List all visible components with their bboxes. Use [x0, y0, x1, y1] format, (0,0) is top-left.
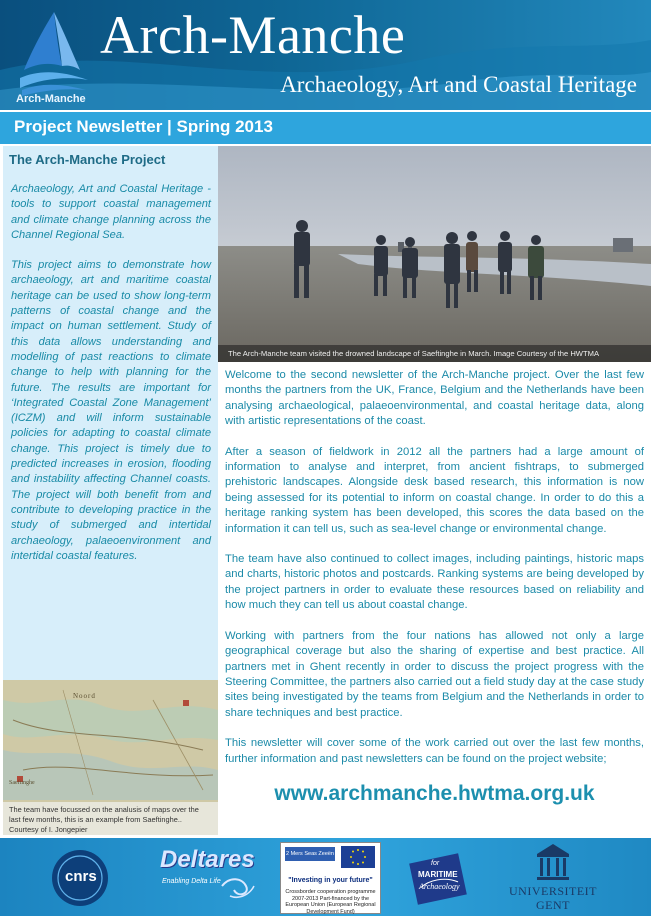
maritime-label-main: MARITIME	[418, 870, 458, 879]
issue-band	[0, 112, 651, 144]
logo-icon	[14, 8, 94, 96]
maritime-label-sub: Archaeology	[419, 882, 460, 891]
interreg-detail: Crossborder cooperation programme 2007-2013 Part-financed by the European Union (European Regional Development Fund)	[285, 889, 376, 915]
ghent-university-name-1: UNIVERSITEIT	[509, 884, 597, 898]
cnrs-label: cnrs	[65, 868, 97, 885]
historic-map-image	[3, 680, 218, 835]
sidebar-body	[11, 182, 211, 579]
map-label: Saeftinghe	[9, 780, 35, 786]
header-banner	[0, 0, 651, 110]
cnrs-logo	[50, 848, 110, 908]
maritime-label-top: for	[431, 860, 440, 867]
interreg-slogan: "Investing in your future"	[288, 877, 373, 884]
eu-flag-icon	[341, 846, 375, 868]
issue-label: Project Newsletter | Spring 2013	[14, 117, 273, 136]
article-paragraph: Welcome to the second newsletter of the Arch-Manche project. Over the last few months the partners from the UK, France, Belgium and the Netherlands have been analysing archaeological, palaeoenvironmental, and coastal heritage data, along with artistic representations of the coast.	[225, 369, 644, 428]
newsletter-title: Arch-Manche	[100, 5, 406, 65]
sidebar-paragraph: This project aims to demonstrate how archaeology, art and maritime coastal heritage can be used to show long-term patterns of coastal change and the impact on human settlement. Study of this data allows understanding and modelling of past reactions to climate change to help with planning for the future. The results are important for ‘Integrated Coastal Zone Management’ (ICZM) and will inform sustainable policies for adapting to coastal climate change. This project is timely due to predicted increases in erosion, flooding and instability affecting Channel coasts. The project will both benefit from and contribute to developing practice in the study of submerged and intertidal archaeology, palaeoenvironment and intertidal coastal features.	[11, 259, 211, 562]
field-photo	[218, 146, 651, 362]
sidebar-heading: The Arch-Manche Project	[9, 152, 166, 167]
newsletter-subtitle: Archaeology, Art and Coastal Heritage	[280, 72, 637, 97]
deltares-label: Deltares	[160, 846, 255, 873]
university-building-icon	[535, 842, 571, 882]
article-paragraph: Working with partners from the four nations has allowed not only a large geographical coverage but also the sharing of expertise and best practice. All partners met in Ghent recently in order to discuss the project progress with the Steering Committee, the partners also carried out a field study day at the case study sites being investigated by the teams from Belgium and the Netherlands in order to share techniques and best practice.	[225, 629, 644, 719]
photo-illustration	[218, 146, 651, 362]
sidebar-paragraph: Archaeology, Art and Coastal Heritage - tools to support coastal management and climate change planning across the Channel Regional Sea.	[11, 183, 211, 241]
article-paragraph: The team have also continued to collect images, including paintings, historic maps and charts, historic photos and postcards. Ranking systems are being developed by the project partners in order to evaluate these resources based on reliability and how much they can tell us about coastal change.	[225, 553, 644, 612]
deltares-swirl-icon	[220, 874, 256, 900]
main-article	[225, 368, 644, 782]
website-link[interactable]: www.archmanche.hwtma.org.uk	[274, 782, 595, 805]
interreg-seas-label: 2 Mers Seas Zeeën	[285, 847, 335, 861]
ghent-university-name-2: GENT	[536, 898, 570, 912]
partner-logos-footer	[0, 838, 651, 916]
article-paragraph: After a season of fieldwork in 2012 all the partners had a large amount of information to analyse and interpret, from ancient fishtraps, to submerged prehistoric landscapes. Alongside desk based research, this information is now being assessed for its potential to inform on coastal change. In order to do this a heritage ranking system has been developed, this scores the data based on the information it can tell us, such as sea-level change or environmental change.	[225, 445, 644, 535]
map-caption: The team have focussed on the analusis of maps over the last few months, this is an example from Saeftinghe.. Courtesy of I. Jongepier	[3, 802, 218, 835]
project-sidebar	[3, 146, 218, 680]
deltares-tagline: Enabling Delta Life	[162, 878, 221, 885]
ghent-university-logo	[508, 842, 598, 914]
photo-caption: The Arch-Manche team visited the drowned landscape of Saeftinghe in March. Image Courtesy of the HWTMA	[218, 345, 651, 362]
article-paragraph: This newsletter will cover some of the work carried out over the last few months, further information and past newsletters can be found on the project website;	[225, 737, 644, 765]
map-label: Noord	[73, 692, 96, 700]
interreg-logo	[280, 842, 381, 914]
maritime-archaeology-logo	[405, 844, 471, 910]
logo-label: Arch-Manche	[16, 93, 86, 105]
